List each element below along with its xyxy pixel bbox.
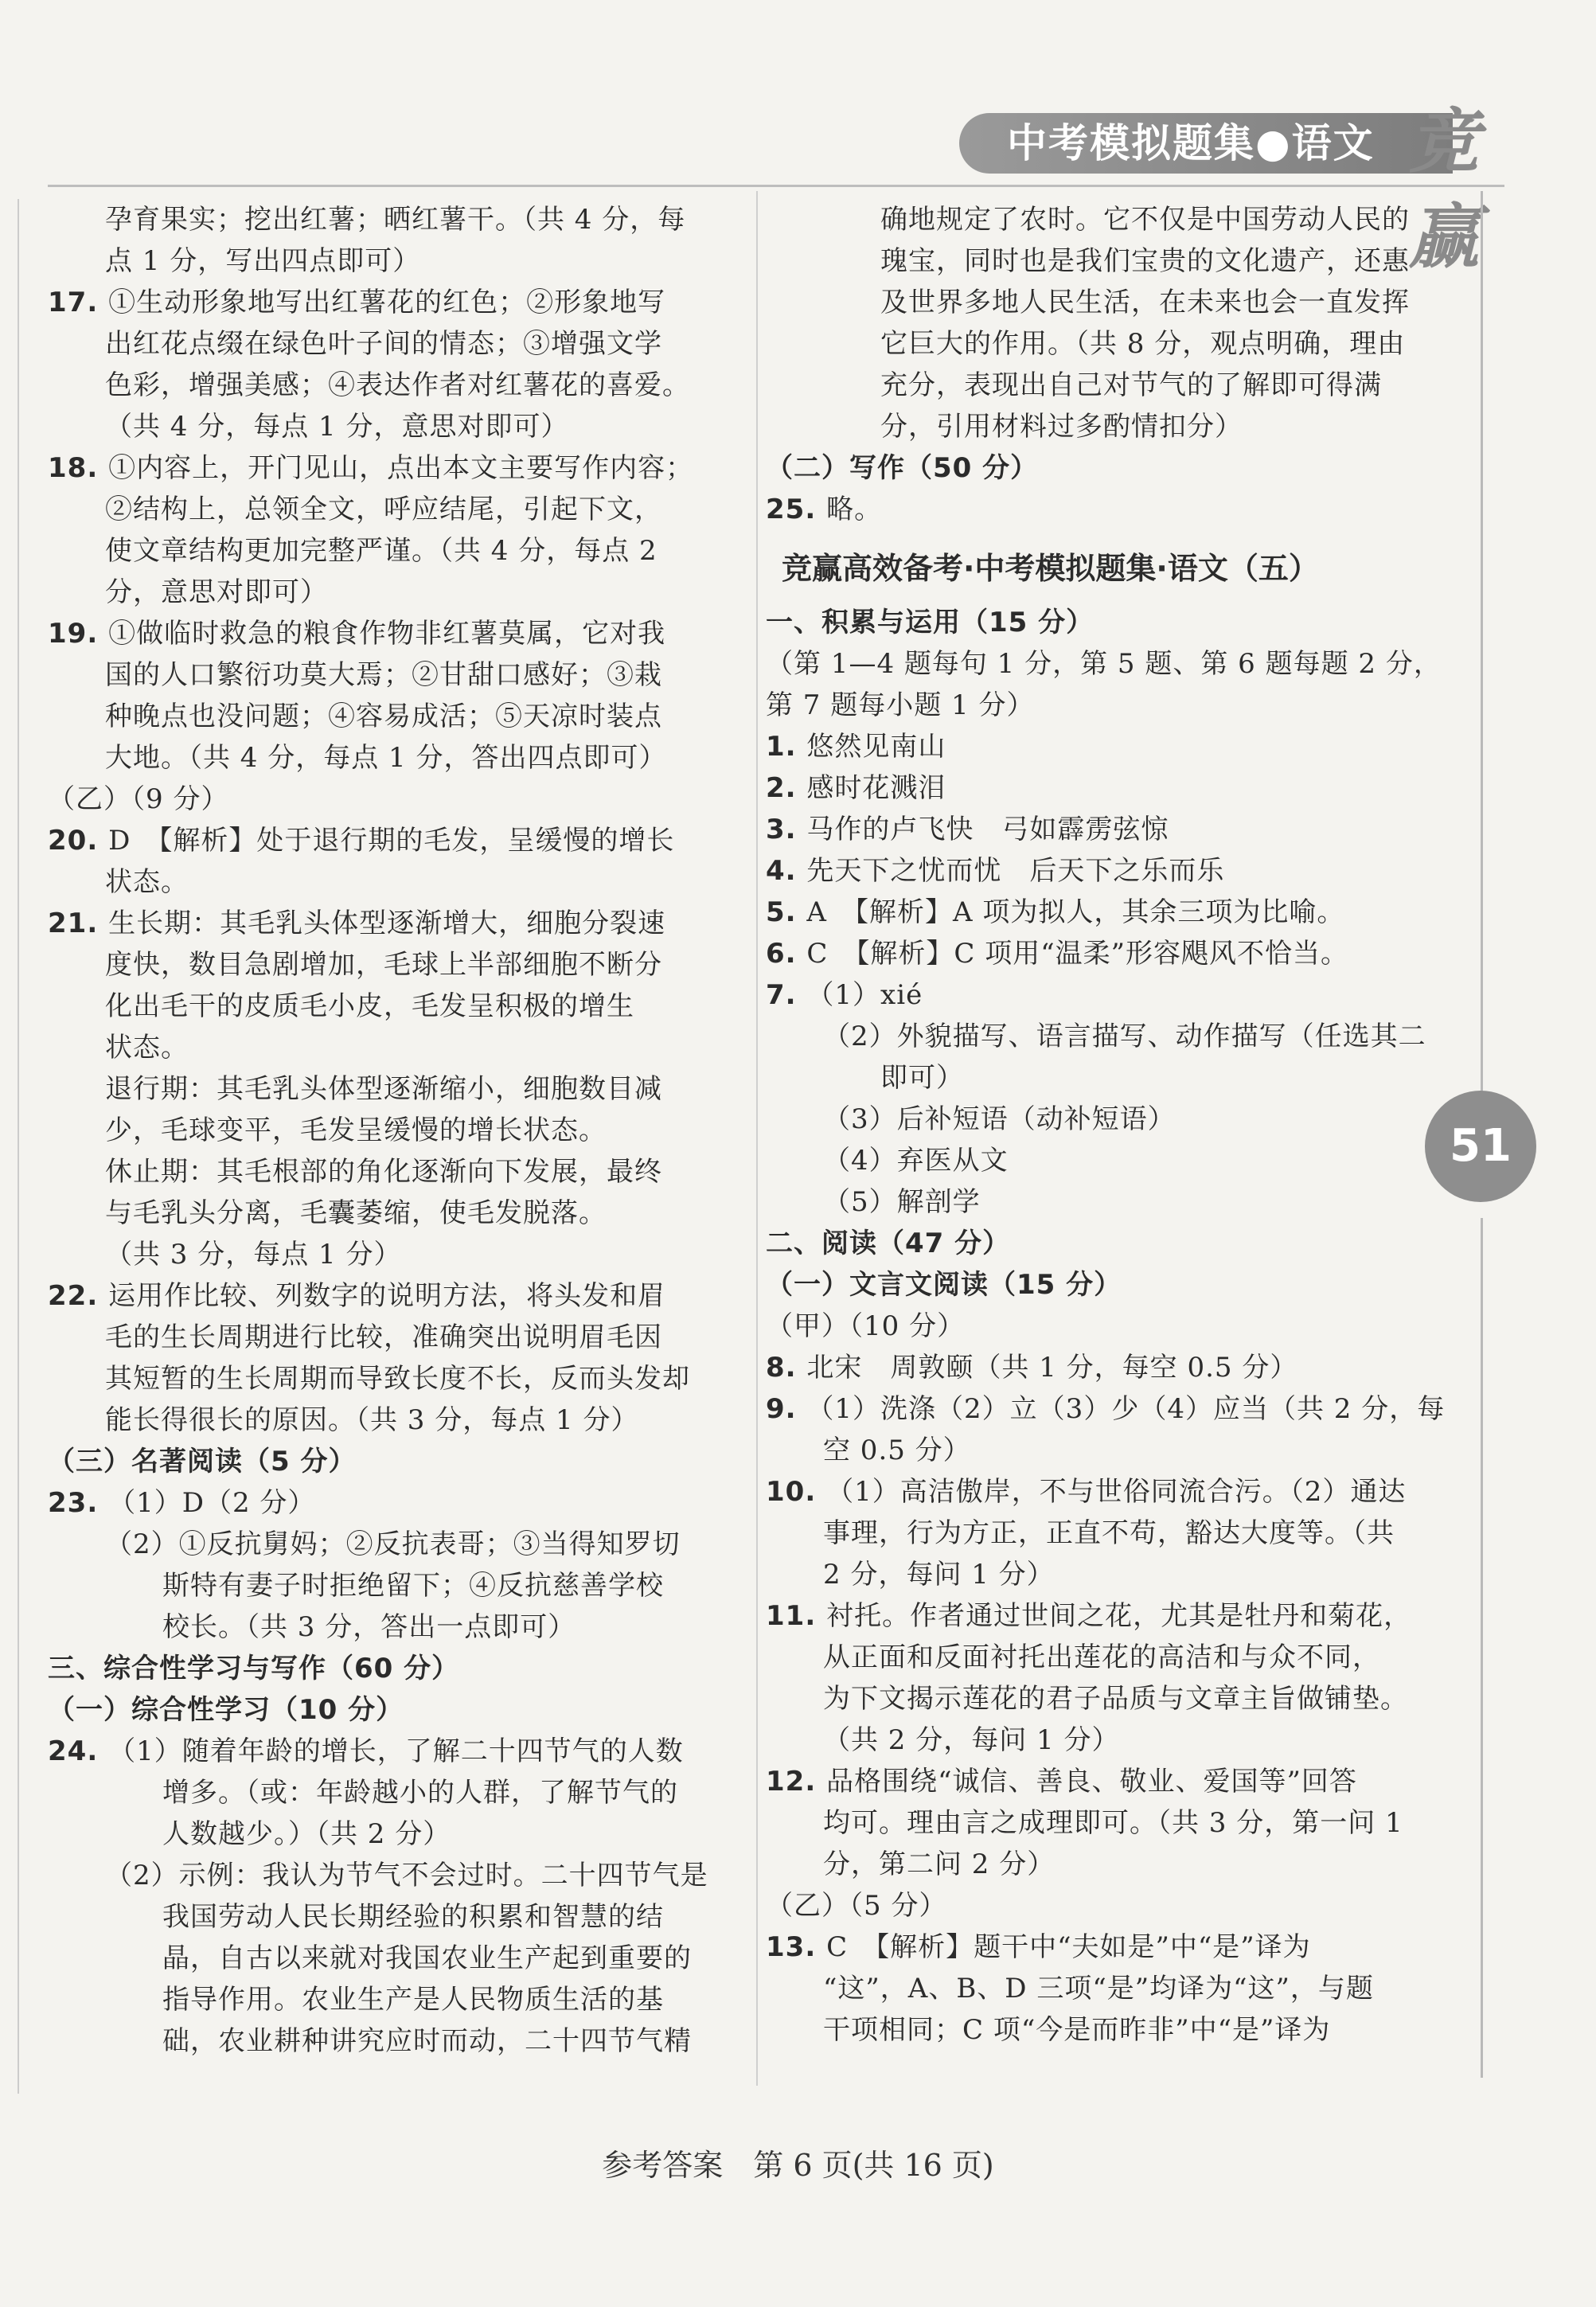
line-text: ①内容上，开门见山，点出本文主要写作内容； xyxy=(108,452,694,484)
brand-logo: 竞赢 xyxy=(1409,100,1480,278)
question-number: 2. xyxy=(766,772,807,804)
side-rule-bottom xyxy=(1481,1218,1483,2078)
line-text: （甲）（10 分） xyxy=(766,1310,966,1342)
line-text: “这”，A、B、D 三项“是”均译为“这”，与题 xyxy=(823,1973,1374,2004)
line-text: 北宋 周敦颐（共 1 分，每空 0.5 分） xyxy=(806,1352,1298,1384)
answer-line xyxy=(105,1358,690,1399)
answer-line xyxy=(105,737,667,779)
answer-item xyxy=(766,726,946,767)
line-text: 悠然见南山 xyxy=(806,731,946,763)
answer-line xyxy=(162,1813,451,1855)
section-heading xyxy=(766,602,1094,643)
answer-line xyxy=(823,1968,1374,2009)
page-number-badge: 51 xyxy=(1425,1091,1536,1202)
line-text: 其短暂的生长周期而导致长度不长，反而头发却 xyxy=(105,1363,690,1395)
answer-line xyxy=(105,654,662,696)
section-heading xyxy=(766,1223,1010,1264)
question-number: 4. xyxy=(766,855,807,887)
question-number: 6. xyxy=(766,938,807,970)
line-text: 少，毛球变平，毛发呈缓慢的增长状态。 xyxy=(105,1114,607,1146)
question-number: 11. xyxy=(766,1600,827,1632)
line-text: 校长。（共 3 分，答出一点即可） xyxy=(162,1611,576,1643)
answer-line xyxy=(105,1317,662,1358)
answer-line xyxy=(105,530,658,572)
answer-line xyxy=(880,240,1410,282)
question-number: 25. xyxy=(766,494,827,525)
left-edge-rule xyxy=(18,199,19,2094)
line-text: （三）名著阅读（5 分） xyxy=(48,1446,357,1477)
line-text: 增多。（或：年龄越小的人群，了解节气的 xyxy=(162,1777,678,1809)
section-heading xyxy=(48,1441,357,1482)
line-text: 指导作用。农业生产是人民物质生活的基 xyxy=(162,1984,664,2016)
answer-item xyxy=(48,613,665,654)
line-text: 分，引用材料过多酌情扣分） xyxy=(880,411,1243,443)
header-divider xyxy=(48,185,1504,187)
line-text: 种晚点也没问题；④容易成活；⑤天凉时装点 xyxy=(105,701,662,732)
line-text: ①生动形象地写出红薯花的红色；②形象地写 xyxy=(108,287,666,318)
line-text: 休止期：其毛根部的角化逐渐向下发展，最终 xyxy=(105,1156,662,1188)
answer-line xyxy=(105,1524,681,1565)
line-text: （2）示例：我认为节气不会过时。二十四节气是 xyxy=(105,1860,708,1891)
section-heading xyxy=(48,1689,404,1731)
line-text: （5）解剖学 xyxy=(823,1186,981,1218)
answer-line xyxy=(105,1855,708,1896)
line-text: 状态。 xyxy=(105,1032,189,1064)
line-text: 三、综合性学习与写作（60 分） xyxy=(48,1653,460,1684)
line-text: （2）外貌描写、语言描写、动作描写（任选其二 xyxy=(823,1021,1426,1052)
answer-line xyxy=(162,1979,664,2020)
question-number: 5. xyxy=(766,896,807,928)
question-number: 18. xyxy=(48,452,109,484)
line-text: （二）写作（50 分） xyxy=(766,452,1039,484)
answer-line xyxy=(880,323,1405,365)
answer-line xyxy=(880,282,1410,323)
line-text: ②结构上，总领全文，呼应结尾，引起下文， xyxy=(105,494,662,525)
line-text: 度快，数目急剧增加，毛球上半部细胞不断分 xyxy=(105,949,662,981)
line-text: C 【解析】C 项用“温柔”形容飓风不恰当。 xyxy=(806,938,1349,970)
line-text: 我国劳动人民长期经验的积累和智慧的结 xyxy=(162,1901,664,1933)
line-text: （2）①反抗舅妈；②反抗表哥；③当得知罗切 xyxy=(105,1528,681,1560)
answer-line xyxy=(105,1110,607,1151)
line-text: 及世界多地人民生活，在未来也会一直发挥 xyxy=(880,287,1410,318)
series-title: 中考模拟题集●语文 xyxy=(1007,120,1375,166)
line-text: 人数越少。）（共 2 分） xyxy=(162,1818,451,1850)
answer-line xyxy=(105,406,569,447)
line-text: 国的人口繁衍功莫大焉；②甘甜口感好；③栽 xyxy=(105,659,662,691)
line-text: 孕育果实；挖出红薯；晒红薯干。（共 4 分，每 xyxy=(105,204,686,236)
line-text: 为下文揭示莲花的君子品质与文章主旨做铺垫。 xyxy=(823,1683,1408,1715)
answer-item xyxy=(766,809,1169,850)
line-text: （1）随着年龄的增长，了解二十四节气的人数 xyxy=(108,1735,684,1767)
question-number: 8. xyxy=(766,1352,807,1384)
answer-item xyxy=(48,820,674,861)
question-number: 24. xyxy=(48,1735,109,1767)
answer-line xyxy=(105,696,662,737)
answer-line xyxy=(766,685,1035,726)
answer-item xyxy=(766,892,1344,933)
line-text: 色彩，增强美感；④表达作者对红薯花的喜爱。 xyxy=(105,369,690,401)
answer-item xyxy=(48,447,693,489)
line-text: 础，农业耕种讲究应时而动，二十四节气精 xyxy=(162,2025,692,2057)
answer-line xyxy=(823,1678,1408,1720)
answer-line xyxy=(766,643,1442,685)
line-text: 干项相同；C 项“今是而昨非”中“是”译为 xyxy=(823,2014,1331,2046)
line-text: 二、阅读（47 分） xyxy=(766,1228,1011,1259)
line-text: 点 1 分，写出四点即可） xyxy=(105,245,421,277)
answer-item xyxy=(766,974,923,1016)
line-text: 斯特有妻子时拒绝留下；④反抗慈善学校 xyxy=(162,1570,664,1602)
answer-line xyxy=(105,1151,662,1193)
question-number: 1. xyxy=(766,731,807,763)
answer-item xyxy=(48,1482,315,1524)
line-text: 即可） xyxy=(880,1062,964,1094)
line-text: （乙）（5 分） xyxy=(766,1890,947,1922)
line-text: D 【解析】处于退行期的毛发，呈缓慢的增长 xyxy=(108,825,675,857)
line-text: 事理，行为方正，正直不苟，豁达大度等。（共 xyxy=(823,1517,1395,1549)
line-text: （1）D（2 分） xyxy=(108,1487,316,1519)
line-text: 一、积累与运用（15 分） xyxy=(766,607,1095,638)
line-text: 略。 xyxy=(826,494,883,525)
line-text: （第 1—4 题每句 1 分，第 5 题、第 6 题每题 2 分， xyxy=(766,648,1442,680)
answer-item xyxy=(766,1926,1311,1968)
section-heading xyxy=(48,1648,459,1689)
answer-item xyxy=(766,767,946,809)
line-text: A 【解析】A 项为拟人，其余三项为比喻。 xyxy=(806,896,1345,928)
page-footer: 参考答案 第 6 页(共 16 页) xyxy=(602,2148,994,2183)
line-text: ①做临时救急的粮食作物非红薯莫属，它对我 xyxy=(108,618,666,650)
answer-line xyxy=(766,1306,965,1347)
answer-line xyxy=(162,2020,692,2062)
question-number: 22. xyxy=(48,1280,109,1312)
line-text: 第 7 题每小题 1 分） xyxy=(766,689,1035,721)
line-text: 能长得很长的原因。（共 3 分，每点 1 分） xyxy=(105,1404,639,1436)
line-text: 与毛乳头分离，毛囊萎缩，使毛发脱落。 xyxy=(105,1197,607,1229)
answer-line xyxy=(823,1554,1055,1595)
line-text: （1）高洁傲岸，不与世俗同流合污。（2）通达 xyxy=(826,1476,1407,1508)
answer-line xyxy=(162,1896,664,1938)
line-text: （共 4 分，每点 1 分，意思对即可） xyxy=(105,411,569,443)
line-text: 分，意思对即可） xyxy=(105,576,328,608)
answer-item xyxy=(766,1471,1406,1513)
line-text: （1）洗涤（2）立（3）少（4）应当（共 2 分，每 xyxy=(806,1393,1446,1425)
answer-line xyxy=(105,199,685,240)
exam-set-title: 竞赢高效备考·中考模拟题集·语文（五） xyxy=(782,551,1319,586)
answer-line xyxy=(823,1099,1176,1140)
line-text: （一）综合性学习（10 分） xyxy=(48,1694,404,1726)
answer-line xyxy=(162,1772,678,1813)
answer-item xyxy=(48,1275,665,1317)
answer-line xyxy=(105,572,328,613)
answer-line xyxy=(823,1181,981,1223)
line-text: 空 0.5 分） xyxy=(823,1435,971,1466)
line-text: 瑰宝，同时也是我们宝贵的文化遗产，还惠 xyxy=(880,245,1410,277)
answer-item xyxy=(48,1731,684,1772)
line-text: 退行期：其毛乳头体型逐渐缩小，细胞数目减 xyxy=(105,1073,662,1105)
answer-item xyxy=(766,1347,1297,1388)
answer-line xyxy=(105,489,662,530)
line-text: 化出毛干的皮质毛小皮，毛发呈积极的增生 xyxy=(105,990,634,1022)
answer-line xyxy=(105,1027,189,1068)
answer-line xyxy=(105,1068,662,1110)
answer-line xyxy=(162,1938,692,1979)
section-heading xyxy=(766,1264,1122,1306)
question-number: 19. xyxy=(48,618,109,650)
answer-line xyxy=(823,1720,1120,1761)
side-rule-top xyxy=(1481,191,1483,1114)
answer-line xyxy=(105,1399,639,1441)
answer-line xyxy=(105,1234,402,1275)
answer-line xyxy=(105,323,662,365)
answer-item xyxy=(48,903,665,944)
answer-line xyxy=(105,365,690,406)
answer-line xyxy=(162,1606,576,1648)
question-number: 17. xyxy=(48,287,109,318)
question-number: 10. xyxy=(766,1476,827,1508)
series-title-bar xyxy=(959,113,1453,174)
answer-line xyxy=(823,2009,1330,2051)
answer-line xyxy=(823,1802,1403,1844)
answer-item xyxy=(766,489,882,530)
line-text: （4）弃医从文 xyxy=(823,1145,1009,1177)
line-text: 运用作比较、列数字的说明方法，将头发和眉 xyxy=(108,1280,666,1312)
question-number: 21. xyxy=(48,908,109,939)
answer-line xyxy=(880,406,1243,447)
answer-line xyxy=(105,986,634,1027)
answer-line xyxy=(48,779,228,820)
answer-item xyxy=(766,933,1348,974)
question-number: 9. xyxy=(766,1393,807,1425)
line-text: 感时花溅泪 xyxy=(806,772,946,804)
question-number: 20. xyxy=(48,825,109,857)
line-text: 2 分，每问 1 分） xyxy=(823,1559,1055,1591)
line-text: 衬托。作者通过世间之花，尤其是牡丹和菊花， xyxy=(826,1600,1412,1632)
answer-line xyxy=(823,1430,971,1471)
line-text: 出红花点缀在绿色叶子间的情态；③增强文学 xyxy=(105,328,662,360)
line-text: 确地规定了农时。它不仅是中国劳动人民的 xyxy=(880,204,1410,236)
answer-item xyxy=(48,282,665,323)
answer-line xyxy=(105,1193,607,1234)
line-text: （3）后补短语（动补短语） xyxy=(823,1103,1176,1135)
answer-line xyxy=(880,365,1382,406)
answer-line xyxy=(823,1140,1009,1181)
line-text: （乙）（9 分） xyxy=(48,783,229,815)
line-text: 均可。理由言之成理即可。（共 3 分，第一问 1 xyxy=(823,1807,1403,1839)
line-text: （一）文言文阅读（15 分） xyxy=(766,1269,1122,1301)
question-number: 13. xyxy=(766,1931,827,1963)
line-text: 生长期：其毛乳头体型逐渐增大，细胞分裂速 xyxy=(108,908,666,939)
line-text: （共 3 分，每点 1 分） xyxy=(105,1239,402,1271)
answer-line xyxy=(105,944,662,986)
line-text: C 【解析】题干中“夫如是”中“是”译为 xyxy=(826,1931,1311,1963)
line-text: （共 2 分，每问 1 分） xyxy=(823,1724,1120,1756)
line-text: 从正面和反面衬托出莲花的高洁和与众不同， xyxy=(823,1641,1380,1673)
answer-line xyxy=(105,861,189,903)
line-text: （1）xié xyxy=(806,979,923,1011)
question-number: 3. xyxy=(766,814,807,845)
line-text: 分，第二问 2 分） xyxy=(823,1848,1056,1880)
answer-item xyxy=(766,1761,1357,1802)
answer-line xyxy=(823,1637,1380,1678)
line-text: 毛的生长周期进行比较，准确突出说明眉毛因 xyxy=(105,1321,662,1353)
line-text: 使文章结构更加完整严谨。（共 4 分，每点 2 xyxy=(105,535,658,567)
answer-line xyxy=(880,1057,964,1099)
line-text: 先天下之忧而忧 后天下之乐而乐 xyxy=(806,855,1225,887)
line-text: 品格围绕“诚信、善良、敬业、爱国等”回答 xyxy=(826,1766,1357,1798)
line-text: 它巨大的作用。（共 8 分，观点明确，理由 xyxy=(880,328,1406,360)
question-number: 12. xyxy=(766,1766,827,1798)
line-text: 马作的卢飞快 弓如霹雳弦惊 xyxy=(806,814,1169,845)
column-divider xyxy=(756,191,758,2086)
line-text: 状态。 xyxy=(105,866,189,898)
line-text: 晶，自古以来就对我国农业生产起到重要的 xyxy=(162,1942,692,1974)
question-number: 7. xyxy=(766,979,807,1011)
answer-line xyxy=(162,1565,664,1606)
answer-item xyxy=(766,1595,1411,1637)
answer-line xyxy=(766,1885,946,1926)
answer-line xyxy=(823,1016,1426,1057)
answer-line xyxy=(880,199,1410,240)
line-text: 大地。（共 4 分，每点 1 分，答出四点即可） xyxy=(105,742,667,774)
answer-item xyxy=(766,850,1224,892)
section-heading xyxy=(766,447,1038,489)
question-number: 23. xyxy=(48,1487,109,1519)
answer-item xyxy=(766,1388,1445,1430)
answer-line xyxy=(823,1513,1395,1554)
answer-line xyxy=(823,1844,1055,1885)
answer-line xyxy=(105,240,420,282)
line-text: 充分，表现出自己对节气的了解即可得满 xyxy=(880,369,1382,401)
